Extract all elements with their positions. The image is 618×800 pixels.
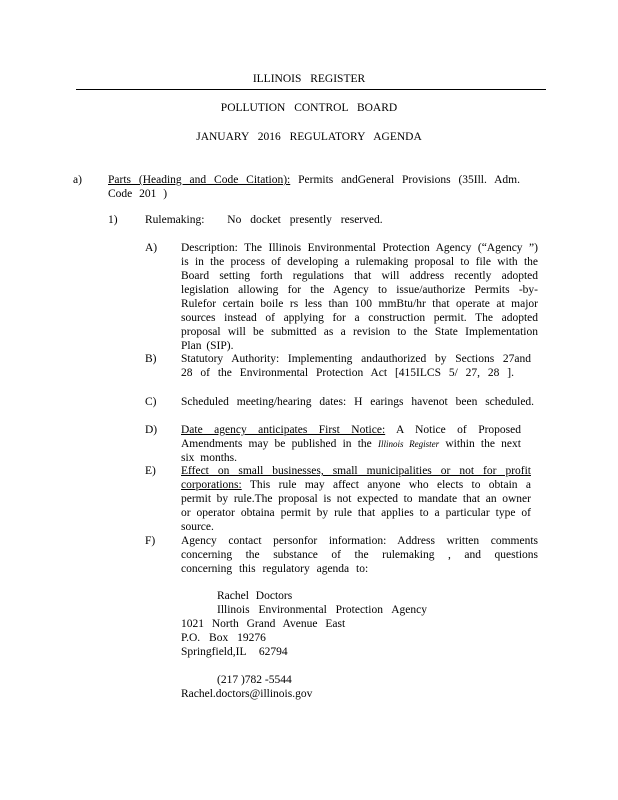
header-rule: [76, 89, 546, 90]
item-B-statutory-authority: Statutory Authority: Implementing andauthorized by Sections 27and 28 of the Environmental Protection Act [415ILCS 5/ 27, 28 ].: [181, 353, 531, 379]
item-E-text: This rule may affect anyone who elects to obtain a permit by rule.The proposal is not expected to mandate that an owner or operator obtaina permit by rule that applies to a particular type of source.: [181, 479, 531, 533]
item-D-first-notice: [181, 423, 521, 465]
contact-org: Illinois Environmental Protection Agency: [217, 604, 427, 616]
contact-pobox: P.O. Box 19276: [181, 632, 266, 644]
item-D-marker: D): [145, 424, 158, 436]
contact-name: Rachel Doctors: [217, 590, 293, 602]
item-D-text-after: within the next six months.: [181, 438, 521, 464]
item-A-marker: A): [145, 242, 158, 254]
item-E-marker: E): [145, 465, 156, 477]
section-a-heading: [108, 173, 520, 201]
item-1-marker: 1): [108, 214, 118, 226]
contact-street: 1021 North Grand Avenue East: [181, 618, 346, 630]
item-1-label: Rulemaking:: [145, 214, 205, 226]
item-1-text: [145, 213, 383, 227]
item-A-description: Description: The Illinois Environmental Protection Agency (“Agency ”) is in the process of developing a rulemaking proposal to file with the Board setting forth regulations that will address recently adopted legislation allowing for the Agency to issue/authorize Permits -by-Rulefor certain boile rs less than 100 mmBtu/hr that operate at major sources instead of applying for a construction permit. The adopted proposal will be submitted as a revision to the State Implementation Plan (SIP).: [181, 242, 538, 352]
item-F-marker: F): [145, 535, 156, 547]
board-title: POLLUTION CONTROL BOARD: [220, 102, 398, 114]
item-F-contact-intro: Agency contact personfor information: Address written comments concerning the substance of the rulemaking , and questions concerning this regulatory agenda to:: [181, 535, 538, 575]
item-E-label: Effect on small businesses, small municipalities or not for profit corporations:: [181, 465, 531, 491]
item-E-effect: [181, 464, 531, 534]
section-a-marker: a): [73, 174, 82, 186]
item-D-label: Date agency anticipates First Notice:: [181, 424, 386, 436]
agenda-title: JANUARY 2016 REGULATORY AGENDA: [196, 131, 422, 143]
contact-email[interactable]: Rachel.doctors@illinois.gov: [181, 688, 313, 700]
section-a-heading-text: Permits andGeneral Provisions (35Ill. Adm. Code 201 ): [108, 174, 520, 200]
contact-city: Springfield,IL 62794: [181, 646, 288, 658]
contact-phone: (217 )782 -5544: [217, 674, 292, 686]
item-D-text-before: A Notice of Proposed Amendments may be published in the: [181, 424, 521, 450]
item-B-marker: B): [145, 353, 157, 365]
register-title: ILLINOIS REGISTER: [252, 73, 366, 85]
item-1-value: No docket presently reserved.: [227, 214, 383, 226]
item-D-italic: Illinois Register: [378, 439, 440, 449]
item-C-marker: C): [145, 396, 157, 408]
section-a-heading-label: Parts (Heading and Code Citation):: [108, 174, 291, 186]
item-C-scheduled-dates: Scheduled meeting/hearing dates: H earings havenot been scheduled.: [181, 396, 535, 408]
